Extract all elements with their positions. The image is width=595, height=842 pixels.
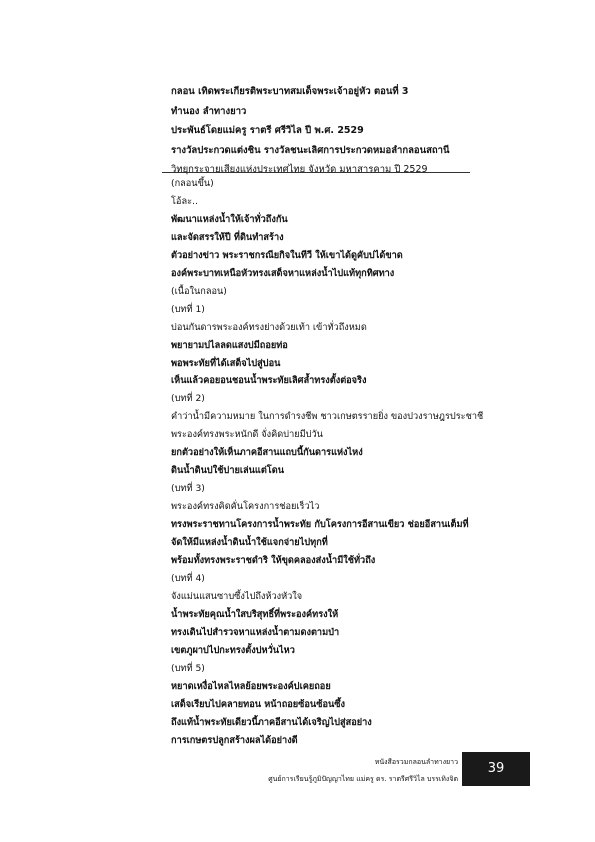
poem-line: พอพระทัยที่ได้เสด็จไปสู่บ่อน [171,357,281,369]
poem-line: (บทที่ 2) [171,393,205,405]
header-line: กลอน เทิดพระเกียรติพระบาทสมเด็จพระเจ้าอยู่หัว ตอนที่ 3 [171,86,409,97]
poem-line: (บทที่ 1) [171,303,205,315]
poem-line: (บทที่ 4) [171,572,205,584]
poem-line: หยาดเหงื่อไหลไหลย้อยพระองค์บ่เคยถอย [171,680,331,692]
footer-book-title: หนังสือรวมกลอนลำทางยาว [374,758,458,766]
poem-line: พร้อมทั้งทรงพระราชดำริ ให้ขุดคลองส่งน้ำมีใช้ทั่วถึง [171,555,376,567]
poem-line: คำว่าน้ำมีความหมาย ในการดำรงชีพ ชาวเกษตรรายยิ่ง ของปวงราษฎรประชาชี [171,411,484,423]
page-number: 39 [462,752,530,786]
poem-line: การเกษตรปลูกสร้างผลได้อย่างดี [171,734,298,746]
header-line: ประพันธ์โดยแม่ครู ราตรี ศรีวิไล ปี พ.ศ. 2529 [171,125,364,137]
poem-line: พยายามบ่ไลลดแสงบ่มีถอยท่อ [171,339,288,351]
poem-line: โอ้ละ.. [171,195,198,207]
header-line: ทำนอง ลำทางยาว [171,105,247,117]
poem-line: จังแม่นแสนซาบซึ้งไปถึงห้วงหัวใจ [171,590,303,602]
poem-line: ตัวอย่างข่าว พระราชกรณียกิจในทีวี ให้เขาได้ดูคับบ่ได้ขาด [171,249,403,261]
poem-body [171,175,484,750]
poem-line: ถึงแท้น้ำพระทัยเดียวนี้ภาคอีสานได้เจริญไปสู่สอย่าง [171,716,372,728]
poem-line: พัฒนาแหล่งน้ำให้เจ้าทั่วถึงกัน [171,213,288,225]
poem-line: พระองค์ทรงคิดคั่นโครงการช่อยเร็วไว [171,501,320,513]
poem-line: ยกตัวอย่างให้เห็นภาคอีสานแถบนี้กันดารแห่งไหง่ [171,447,363,459]
poem-line: บ่อนกันดารพระองค์ทรงย่างด้วยเท้า เข้าทั่วถึงหมด [171,321,367,333]
poem-line: (บทที่ 3) [171,483,205,495]
poem-line: (เนื้อในกลอน) [171,285,227,297]
poem-line: ทรงเดินไปสำรวจหาแหล่งน้ำตามดงตามป่า [171,626,340,638]
poem-line: น้ำพระทัยคุณน้ำใสบริสุทธิ์ที่พระองค์ทรงให้ [171,608,339,620]
poem-line: ดินน้ำดินบ่ใช้บ่ายเล่นแต่โดน [171,465,284,477]
poem-line: จัดให้มีแหล่งน้ำดินน้ำใช้แจกจ่ายไปทุกที่ [171,537,328,549]
poem-line: องค์พระบาทเหนือหัวทรงเสด็จหาแหล่งน้ำไปแท้ทุกทิศทาง [171,267,395,279]
footer-source: ศูนย์การเรียนรู้ภูมิปัญญาไทย แม่ครู ดร. ราตรีศรีวิไล บรรเทิงจิต [268,775,458,783]
poem-line: ทรงพระราชทานโครงการน้ำพระทัย กับโครงการอีสานเขียว ช่อยอีสานเต็มที่ [171,519,469,531]
poem-line: (บทที่ 5) [171,662,205,674]
poem-line: พระองค์ทรงพระหนักดี จั่งคิดบ่ายมีบ่วัน [171,429,323,441]
poem-line: และจัดสรรให้ปี ที่ดินทำสร้าง [171,231,284,243]
poem-line: เสด็จเรียบไปคลายทอน หน้าถอยซ้อนซ้อนซึ้ง [171,698,345,710]
poem-line: เขตภูผาบ่ไปกะทรงตั้งบ่หวั่นไหว [171,644,295,656]
poem-line: (กลอนขึ้น) [171,178,214,189]
header-divider [162,172,470,173]
poem-header [171,82,471,180]
header-line: รางวัลประกวดแต่งชิน รางวัลชนะเลิศการประกวดหมอลำกลอนสถานี [171,144,450,156]
poem-line: เห็นแล้วคอยอนชอนน้ำพระทัยเลิศล้ำทรงตั้งต่อจริง [171,375,367,387]
header-line: วิทยุกระจายเสียงแห่งประเทศไทย จังหวัด มหาสารคาม ปี 2529 [171,164,428,176]
